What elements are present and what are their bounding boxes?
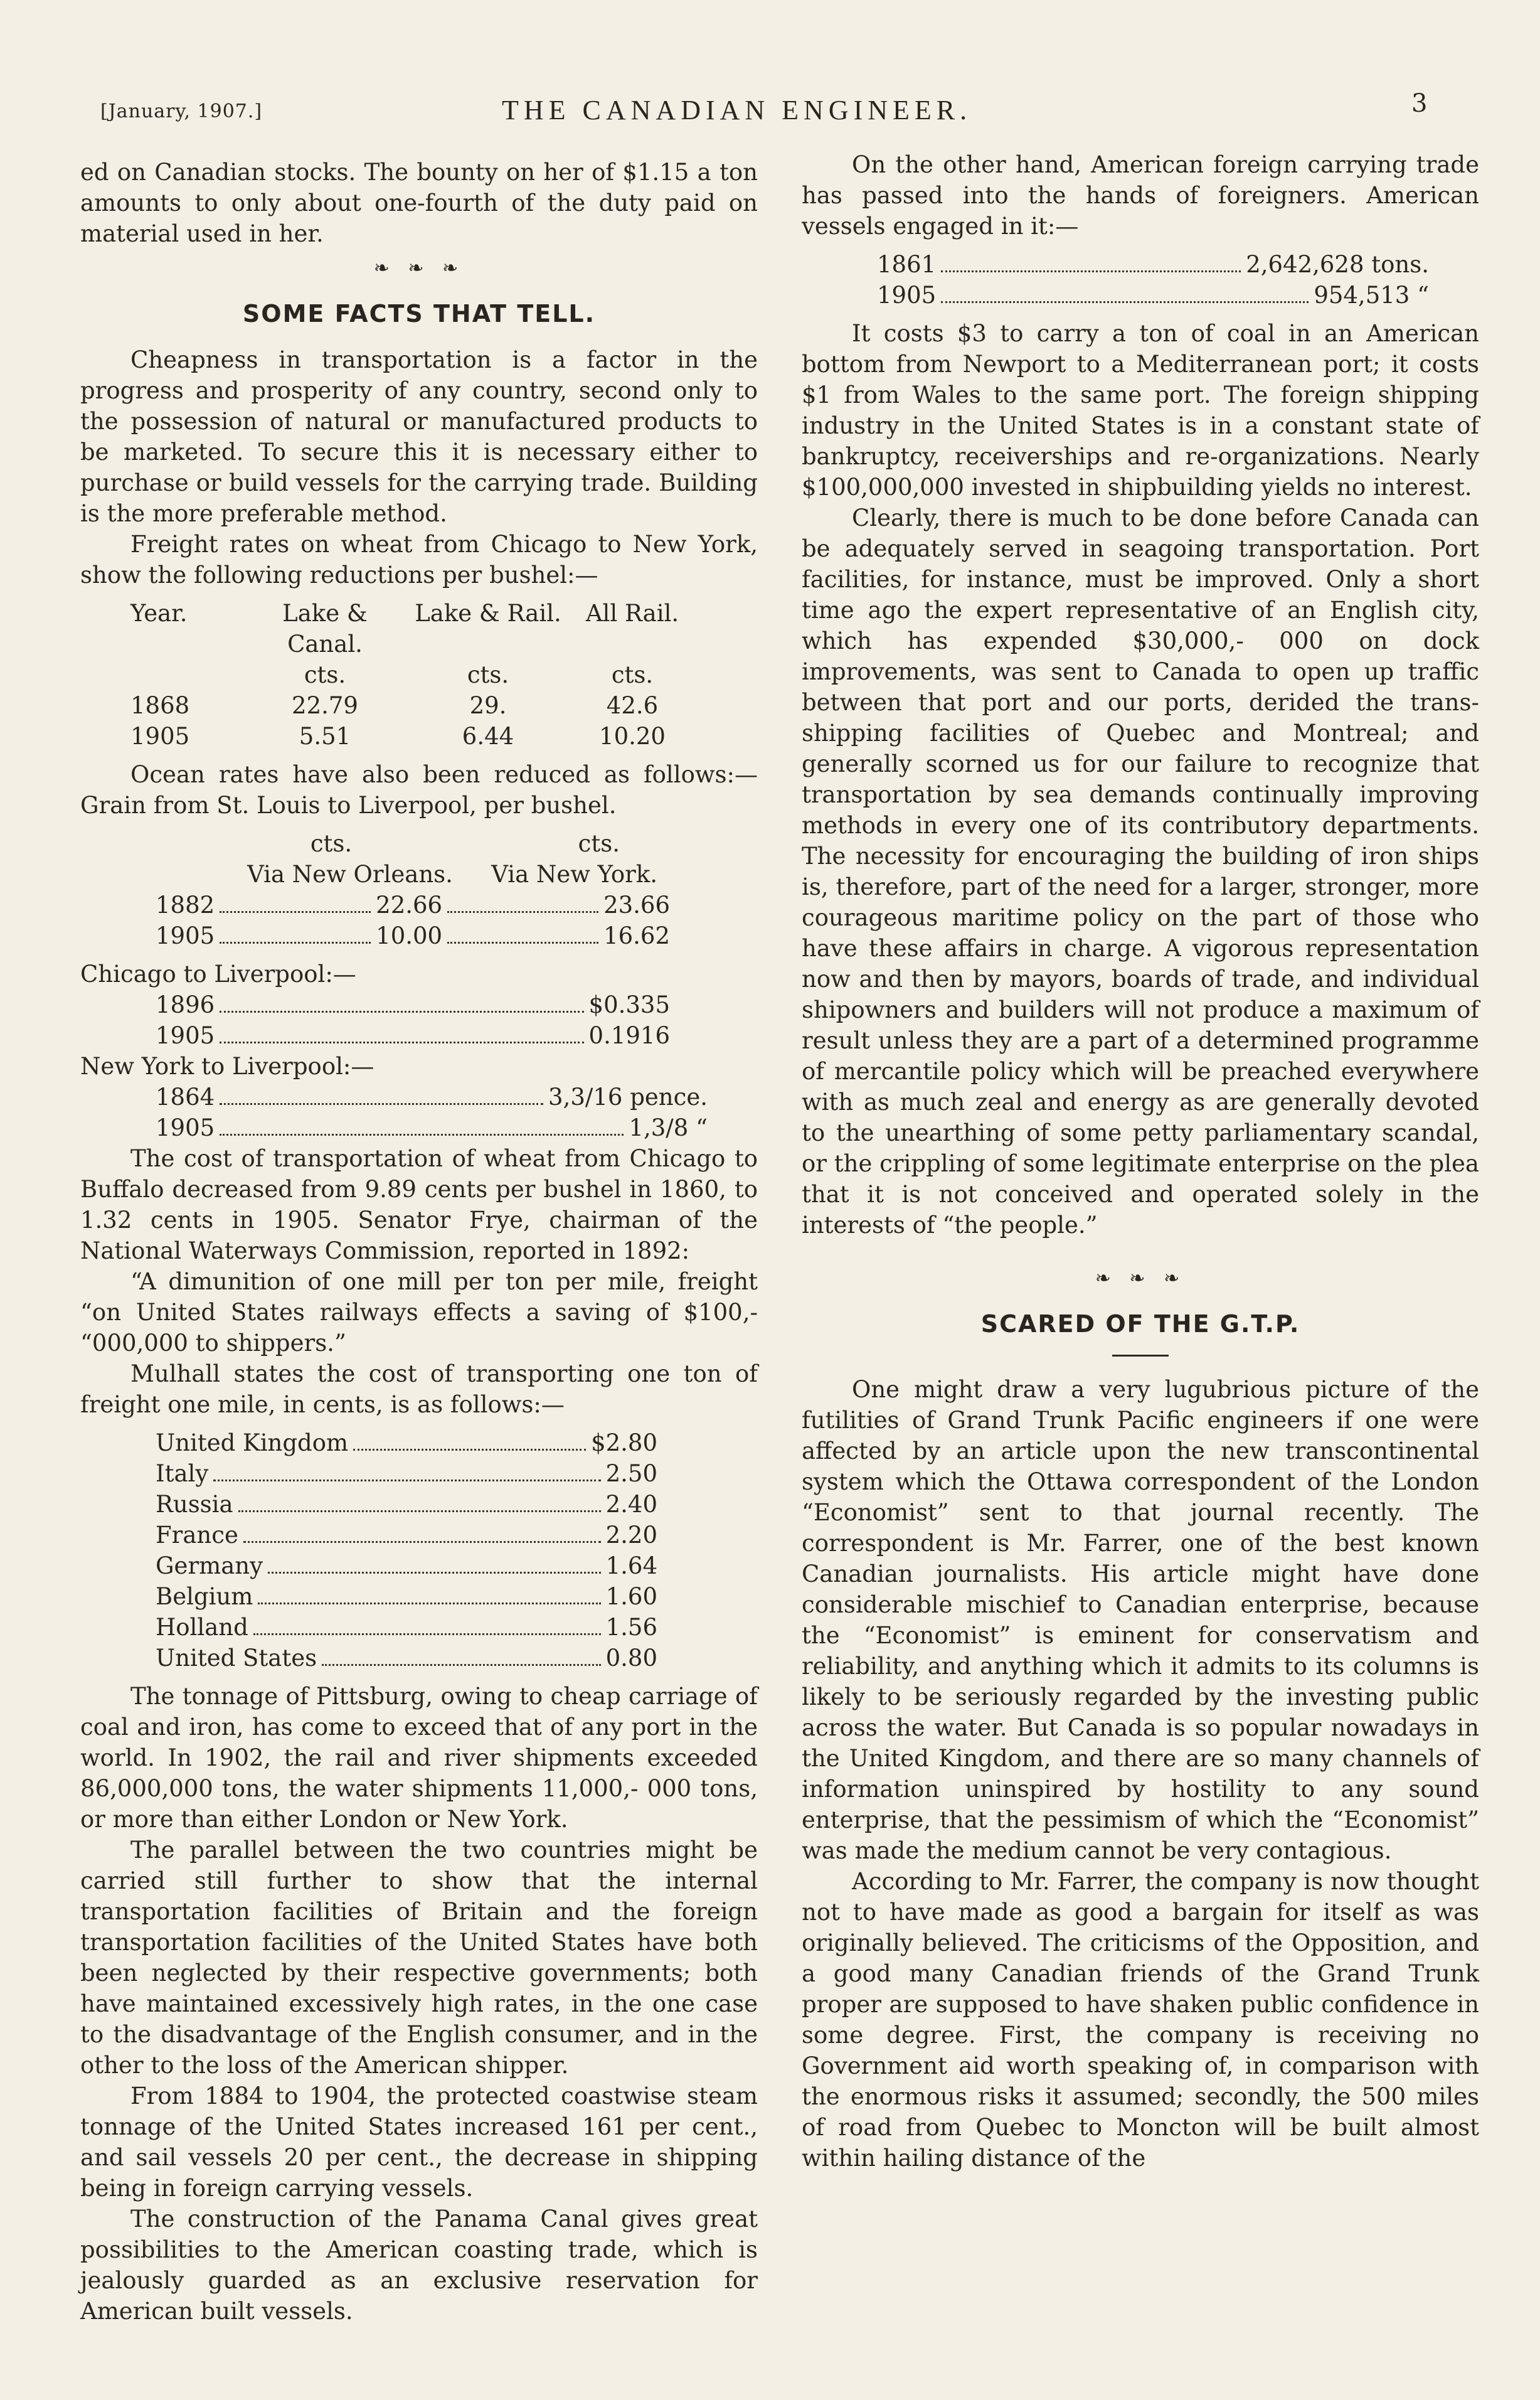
paragraph: Mulhall states the cost of transporting one ton of freight one mile, in cents, is as follows:— — [80, 1360, 758, 1418]
list-item — [156, 1550, 657, 1581]
country-name: Italy — [156, 1460, 209, 1487]
country-name: United Kingdom — [156, 1429, 349, 1456]
country-name: Russia — [156, 1491, 233, 1518]
table-cell: 2,642,628 tons. — [1246, 251, 1429, 278]
column-header: Via New Orleans. — [247, 861, 453, 888]
country-name: United States — [156, 1645, 317, 1672]
article-heading: SOME FACTS THAT TELL. — [242, 300, 596, 328]
table-cell: 29. — [469, 692, 507, 719]
country-name: Holland — [156, 1614, 248, 1641]
table-cell: 954,513 “ — [1314, 282, 1429, 309]
paragraph: The tonnage of Pittsburg, owing to cheap carriage of coal and iron, has come to exceed that of any port in the world. In 1902, the rail and river shipments exceeded 86,000,000 tons, the water shipments 11,000,- 000 tons, or more than either London or New York. — [80, 1683, 758, 1833]
table-cell: 42.6 — [606, 692, 659, 719]
table-cell: 22.79 — [292, 692, 358, 719]
cost-value: 1.64 — [605, 1552, 657, 1579]
journal-title: THE CANADIAN ENGINEER. — [502, 95, 972, 125]
paragraph: One might draw a very lugubrious picture of the futilities of Grand Trunk Pacific engineers if one were affected by an article upon the new transcontinental system which the Ottawa correspondent of the London “Economist” sent to that journal recently. The correspondent is Mr. Farrer, one of the best known Canadian journalists. His article might have done considerable mischief to Canadian enterprise, because the “Economist” is eminent for conservatism and reliability, and anything which it admits to its columns is likely to be seriously regarded by the investing public across the water. But Canada is so popular nowadays in the United Kingdom, and there are so many channels of information uninspired by hostility to any sound enterprise, that the pessimism of which the “Economist” was made the medium cannot be very contagious. — [802, 1376, 1479, 1864]
table-cell: $0.335 — [588, 991, 670, 1018]
table-row — [156, 1082, 708, 1112]
column-header: Year. — [130, 600, 188, 627]
table-cell: 1905 — [130, 723, 190, 750]
table-cell: 1868 — [130, 692, 190, 719]
freight-cost-list — [80, 1427, 758, 1673]
table-cell: 1864 — [156, 1084, 215, 1111]
paragraph: From 1884 to 1904, the protected coastwise steam tonnage of the United States increased 161 per cent., and sail vessels 20 per cent., the decrease in shipping being in foreign carrying vessels. — [80, 2083, 758, 2202]
column-header: Via New York. — [491, 861, 657, 888]
unit-label: cts. — [578, 830, 620, 857]
paragraph: Cheapness in transportation is a factor in the progress and prosperity of any country, second only to the possession of natural or manufactured products to be marketed. To secure this it is necessary either to purchase or build vessels for the carrying trade. Building is the more preferable method. — [80, 346, 758, 527]
cost-value: 1.56 — [605, 1614, 657, 1641]
paragraph: Clearly, there is much to be done before Canada can be adequately served in seagoing transportation. Port facilities, for instance, must be improved. Only a short time ago the expert representative of an English city, which has expended $30,000,- 000 on dock improvements, was sent to Canada to open up traffic between that port and our ports, derided the trans-shipping facilities of Quebec and Montreal; and generally scorned us for our failure to recognize that transportation by sea demands continually improving methods in every one of its contributory departments. The necessity for encouraging the building of iron ships is, therefore, part of the need for a larger, stronger, more courageous maritime policy on the part of those who have these affairs in charge. A vigorous representation now and then by mayors, boards of trade, and individual shipowners and builders will not produce a maximum of result unless they are a part of a determined programme of mercantile policy which will be preached everywhere with as much zeal and energy as are generally devoted to the unearthing of some petty parliamentary scandal, or the crippling of some legitimate enterprise on the plea that it is not conceived and operated solely in the interests of “the people.” — [802, 504, 1479, 1239]
paragraph: The parallel between the two countries might be carried still further to show that the internal transportation facilities of Britain and the foreign transportation facilities of the United States have both been neglected by their respective governments; both have maintained excessively high rates, in the one case to the disadvantage of the English consumer, and in the other to the loss of the American shipper. — [80, 1837, 758, 2079]
quotation: “A dimunition of one mill per ton per mile, freight “on United States railways effects a saving of $100,- “000,000 to shippers.” — [80, 1268, 758, 1357]
list-item — [156, 1612, 657, 1643]
tonnage-table — [802, 249, 1479, 311]
table-cell: 1905 — [156, 1114, 215, 1141]
new-york-rates — [80, 1082, 758, 1143]
paragraph: It costs $3 to carry a ton of coal in an American bottom from Newport to a Mediterranean port; it costs $1 from Wales to the same port. The foreign shipping industry in the United States is in a constant state of bankruptcy, receiverships and re-organizations. Nearly $100,000,000 invested in shipbuilding yields no interest. — [802, 320, 1479, 501]
table-cell: 5.51 — [299, 723, 351, 750]
table-cell: 0.1916 — [588, 1022, 670, 1049]
section-ornament: ❧ ❧ ❧ — [373, 257, 465, 279]
issue-date: [January, 1907.] — [100, 100, 263, 122]
table-cell: 3,3/16 pence. — [548, 1084, 708, 1111]
table-cell: 1,3/8 “ — [629, 1114, 708, 1141]
table-row — [156, 1112, 708, 1143]
table-cell: 1896 — [156, 991, 215, 1018]
table-cell: 1905 — [877, 282, 937, 309]
unit-label: cts. — [467, 661, 509, 688]
unit-label: cts. — [310, 830, 353, 857]
country-name: Germany — [156, 1552, 263, 1579]
cost-value: 2.20 — [605, 1522, 657, 1549]
table-cell: 23.66 — [603, 892, 671, 919]
paragraph: On the other hand, American foreign carrying trade has passed into the hands of foreigners. American vessels engaged in it:— — [802, 151, 1479, 240]
paragraph: Freight rates on wheat from Chicago to New York, show the following reductions per bushel:— — [80, 531, 758, 589]
cost-value: 2.50 — [605, 1460, 657, 1487]
list-item — [156, 1581, 657, 1612]
unit-label — [80, 659, 243, 690]
paragraph: The cost of transportation of wheat from Chicago to Buffalo decreased from 9.89 cents per bushel in 1860, to 1.32 cents in 1905. Senator Frye, chairman of the National Waterways Commission, reported in 1892: — [80, 1145, 758, 1264]
table-row — [80, 721, 758, 752]
column-header: Lake & Rail. — [415, 600, 561, 627]
column-header: Lake & Canal. — [282, 600, 368, 658]
cost-value: $2.80 — [591, 1429, 657, 1456]
page-number: 3 — [1411, 89, 1428, 118]
table-row — [156, 1020, 670, 1051]
unit-label: cts. — [611, 661, 654, 688]
table-row — [156, 890, 670, 920]
section-ornament: ❧ ❧ ❧ — [1095, 1267, 1186, 1289]
ocean-rates-table — [80, 828, 758, 951]
wheat-rates-table — [80, 598, 758, 752]
table-cell: 16.62 — [603, 922, 671, 949]
table-cell: 1905 — [156, 1022, 215, 1049]
table-cell: 1905 — [156, 922, 215, 949]
table-row — [156, 920, 670, 951]
table-units-row — [156, 828, 758, 859]
table-row — [156, 989, 670, 1020]
paragraph: The construction of the Panama Canal gives great possibilities to the American coasting trade, which is jealously guarded as an exclusive reservation for American built vessels. — [80, 2205, 758, 2325]
table-cell: 10.00 — [376, 922, 443, 949]
cost-value: 1.60 — [605, 1583, 657, 1610]
table-units-row — [80, 659, 758, 690]
column-header: All Rail. — [585, 600, 679, 627]
list-item — [156, 1427, 657, 1458]
paragraph: According to Mr. Farrer, the company is now thought not to have made as good a bargain for itself as was originally believed. The criticisms of the Opposition, and a good many Canadian friends of the Grand Trunk proper are supposed to have shaken public confidence in some degree. First, the company is receiving no Government aid worth speaking of, in comparison with the enormous risks it assumed; secondly, the 500 miles of road from Quebec to Moncton will be built almost within hailing distance of the — [802, 1868, 1479, 2172]
cost-value: 0.80 — [605, 1645, 657, 1672]
table-cell: 10.20 — [599, 723, 666, 750]
left-column — [80, 157, 758, 2327]
list-item — [156, 1520, 657, 1550]
table-cell: 1882 — [156, 892, 215, 919]
table-header-row — [80, 598, 758, 659]
table-row — [877, 280, 1429, 311]
table-cell: 6.44 — [462, 723, 514, 750]
list-item — [156, 1458, 657, 1489]
chicago-rates — [80, 989, 758, 1051]
country-name: France — [156, 1522, 238, 1549]
table-row — [877, 249, 1429, 280]
right-column — [802, 149, 1479, 2173]
unit-label: cts. — [304, 661, 346, 688]
paragraph: Ocean rates have also been reduced as follows:— Grain from St. Louis to Liverpool, per bushel. — [80, 761, 758, 819]
country-name: Belgium — [156, 1583, 253, 1610]
table-row — [80, 690, 758, 721]
new-york-label: New York to Liverpool:— — [80, 1053, 374, 1080]
article-heading: SCARED OF THE G.T.P. — [980, 1310, 1300, 1338]
chicago-label: Chicago to Liverpool:— — [80, 961, 356, 988]
cost-value: 2.40 — [605, 1491, 657, 1518]
table-header-row — [156, 859, 758, 890]
intro-paragraph: ed on Canadian stocks. The bounty on her of $1.15 a ton amounts to only about one-fourth of the duty paid on material used in her. — [80, 159, 758, 247]
heading-rule — [1112, 1355, 1169, 1357]
table-cell: 1861 — [877, 251, 937, 278]
list-item — [156, 1643, 657, 1673]
list-item — [156, 1489, 657, 1520]
table-cell: 22.66 — [376, 892, 443, 919]
